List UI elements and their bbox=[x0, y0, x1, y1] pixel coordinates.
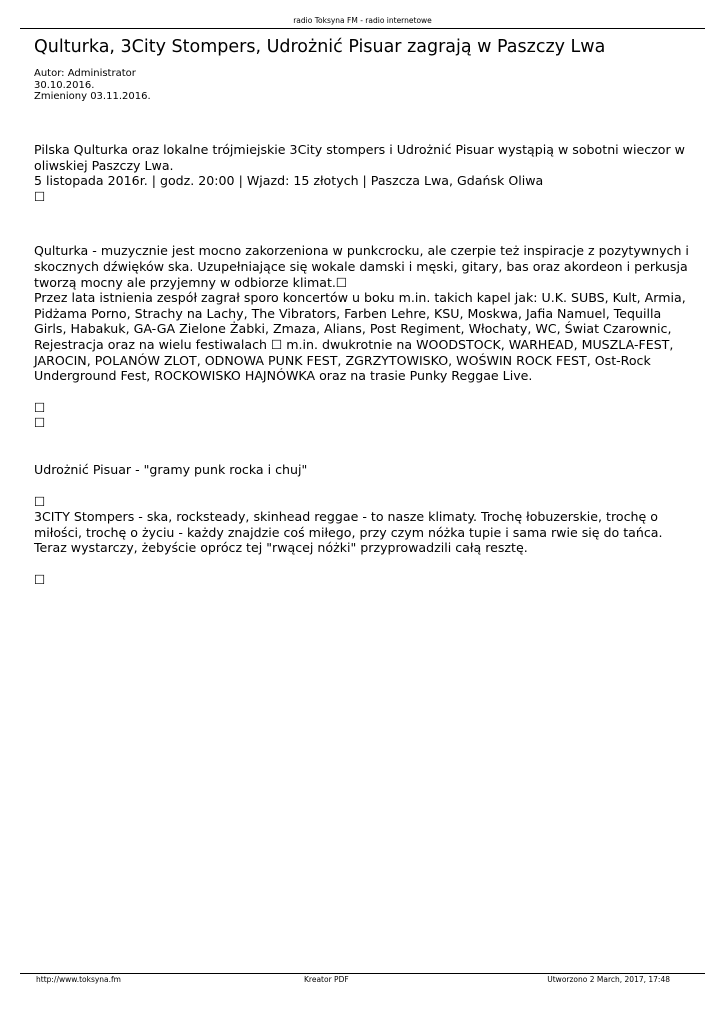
pisuar-description: Udrożnić Pisuar - "gramy punk rocka i chuj" bbox=[34, 462, 308, 478]
article-title: Qulturka, 3City Stompers, Udrożnić Pisuar zagrają w Paszczy Lwa bbox=[34, 37, 606, 57]
article-author: Autor: Administrator bbox=[34, 68, 136, 79]
footer-url: http://www.toksyna.fm bbox=[36, 975, 121, 984]
footer-generator: Kreator PDF bbox=[304, 975, 349, 984]
footer-divider bbox=[20, 973, 705, 974]
missing-image-placeholder: ☐ bbox=[34, 571, 46, 587]
intro-paragraph: Pilska Qulturka oraz lokalne trójmiejskie 3City stompers i Udrożnić Pisuar wystąpią w sobotni wieczor w oliwskiej Paszczy Lwa. bbox=[34, 142, 685, 173]
missing-image-placeholder: ☐ bbox=[34, 415, 46, 431]
missing-image-placeholder: ☐ bbox=[34, 399, 46, 415]
qulturka-history: Przez lata istnienia zespół zagrał sporo koncertów u boku m.in. takich kapel jak: U.K. SUBS, Kult, Armia, Pidżama Porno, Strachy na Lachy, The Vibrators, Farben Lehre, KSU, Moskwa, Jafia Namuel, Tequilla Girls, Habakuk, GA-GA Zielone Żabki, Zmaza, Alians, Post Regiment, Włochaty, WC, Świat Czarownic, Rejestracja oraz na wielu festiwalach ☐ m.in. dwukrotnie na WOODSTOCK, WARHEAD, MUSZLA-FEST, JAROCIN, POLANÓW ZLOT, ODNOWA PUNK FEST, ZGRZYTOWISKO, WOŚWIN ROCK FEST, Ost-Rock Underground Fest, ROCKOWISKO HAJNÓWKA oraz na trasie Punky Reggae Live. bbox=[34, 290, 686, 384]
missing-image-placeholder: ☐ bbox=[34, 493, 46, 509]
stompers-description: 3CITY Stompers - ska, rocksteady, skinhead reggae - to nasze klimaty. Trochę łobuzerskie, trochę o miłości, trochę o życiu - każdy znajdzie coś miłego, przy czym nóżka tupie i sama rwie się do tańca. Teraz wystarczy, żebyście oprócz tej "rwącej nóżki" przyprowadzili całą resztę. bbox=[34, 509, 663, 556]
footer-created: Utworzono 2 March, 2017, 17:48 bbox=[547, 975, 670, 984]
article bbox=[34, 36, 694, 588]
event-info: 5 listopada 2016r. | godz. 20:00 | Wjazd: 15 złotych | Paszcza Lwa, Gdańsk Oliwa bbox=[34, 173, 544, 189]
header-divider bbox=[20, 28, 705, 29]
page-header: radio Toksyna FM - radio internetowe bbox=[293, 16, 432, 25]
article-date: 30.10.2016. bbox=[34, 79, 95, 91]
qulturka-description: Qulturka - muzycznie jest mocno zakorzeniona w punkcrocku, ale czerpie też inspiracje z pozytywnych i skocznych dźwięków ska. Uzupełniające się wokale damski i męski, gitary, bas oraz akordeon i perkusja tworzą mocny ale przyjemny w odbiorze klimat.☐ bbox=[34, 243, 689, 290]
article-modified: Zmieniony 03.11.2016. bbox=[34, 91, 151, 103]
missing-image-placeholder: ☐ bbox=[34, 188, 46, 204]
